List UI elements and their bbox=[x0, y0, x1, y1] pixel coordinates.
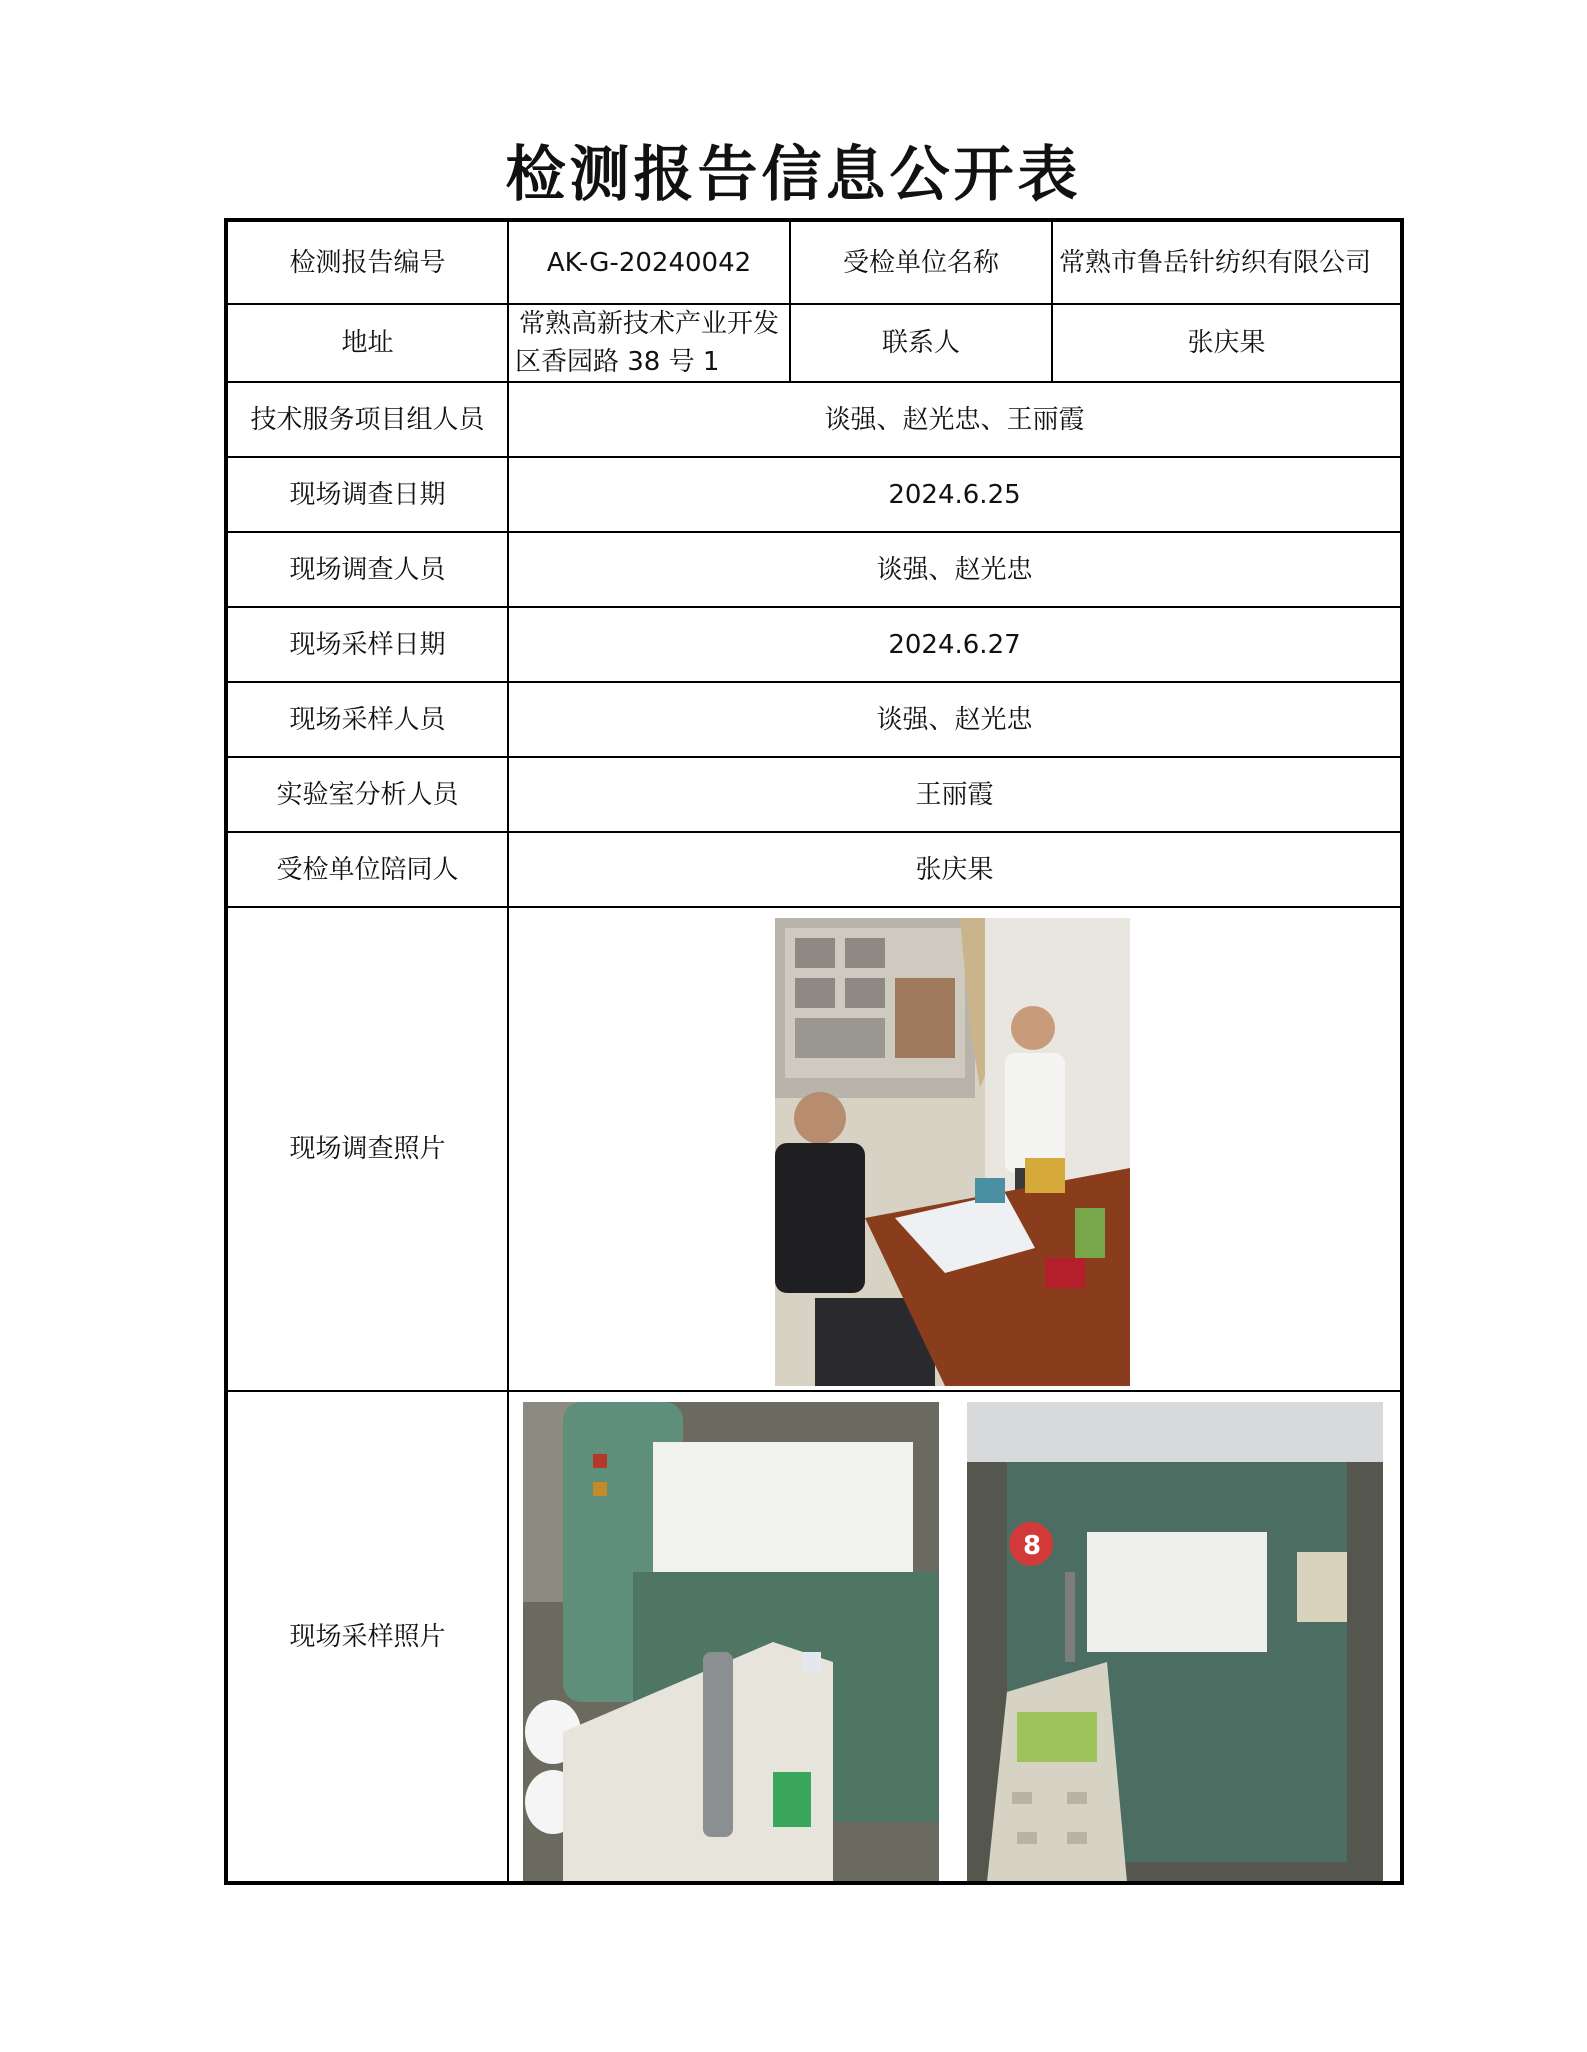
sampling-photo-1 bbox=[523, 1402, 939, 1882]
sampling-date-label: 现场采样日期 bbox=[226, 607, 508, 682]
sampling-photo-2 bbox=[967, 1402, 1383, 1882]
table-row bbox=[226, 457, 1402, 532]
table-row bbox=[226, 382, 1402, 457]
survey-date-label: 现场调查日期 bbox=[226, 457, 508, 532]
survey-staff-value: 谈强、赵光忠 bbox=[508, 532, 1402, 607]
table-row bbox=[226, 220, 1402, 304]
survey-photo-cell bbox=[508, 907, 1402, 1391]
team-value: 谈强、赵光忠、王丽霞 bbox=[508, 382, 1402, 457]
sampling-photo-label: 现场采样照片 bbox=[226, 1391, 508, 1883]
sampling-staff-value: 谈强、赵光忠 bbox=[508, 682, 1402, 757]
survey-date-value: 2024.6.25 bbox=[508, 457, 1402, 532]
sampling-staff-label: 现场采样人员 bbox=[226, 682, 508, 757]
table-row bbox=[226, 682, 1402, 757]
lab-staff-value: 王丽霞 bbox=[508, 757, 1402, 832]
table-row bbox=[226, 1391, 1402, 1883]
table-row bbox=[226, 757, 1402, 832]
escort-label: 受检单位陪同人 bbox=[226, 832, 508, 907]
survey-photo-label: 现场调查照片 bbox=[226, 907, 508, 1391]
address-value: 常熟高新技术产业开发区香园路 38 号 1 bbox=[508, 304, 790, 382]
team-label: 技术服务项目组人员 bbox=[226, 382, 508, 457]
table-row bbox=[226, 907, 1402, 1391]
page-title: 检测报告信息公开表 bbox=[505, 140, 1082, 210]
report-table bbox=[224, 218, 1404, 1885]
lab-staff-label: 实验室分析人员 bbox=[226, 757, 508, 832]
contact-label: 联系人 bbox=[790, 304, 1052, 382]
address-label: 地址 bbox=[226, 304, 508, 382]
sampling-photo-cell bbox=[508, 1391, 1402, 1883]
table-row bbox=[226, 607, 1402, 682]
table-row bbox=[226, 832, 1402, 907]
escort-value: 张庆果 bbox=[508, 832, 1402, 907]
contact-value: 张庆果 bbox=[1052, 304, 1402, 382]
table-row bbox=[226, 532, 1402, 607]
machine-number-badge: 8 bbox=[1023, 1531, 1042, 1561]
unit-label: 受检单位名称 bbox=[790, 220, 1052, 304]
report-no-label: 检测报告编号 bbox=[226, 220, 508, 304]
survey-staff-label: 现场调查人员 bbox=[226, 532, 508, 607]
unit-value: 常熟市鲁岳针纺织有限公司 bbox=[1052, 220, 1402, 304]
survey-photo bbox=[775, 918, 1130, 1386]
sampling-date-value: 2024.6.27 bbox=[508, 607, 1402, 682]
table-row bbox=[226, 304, 1402, 382]
report-no-value: AK-G-20240042 bbox=[508, 220, 790, 304]
